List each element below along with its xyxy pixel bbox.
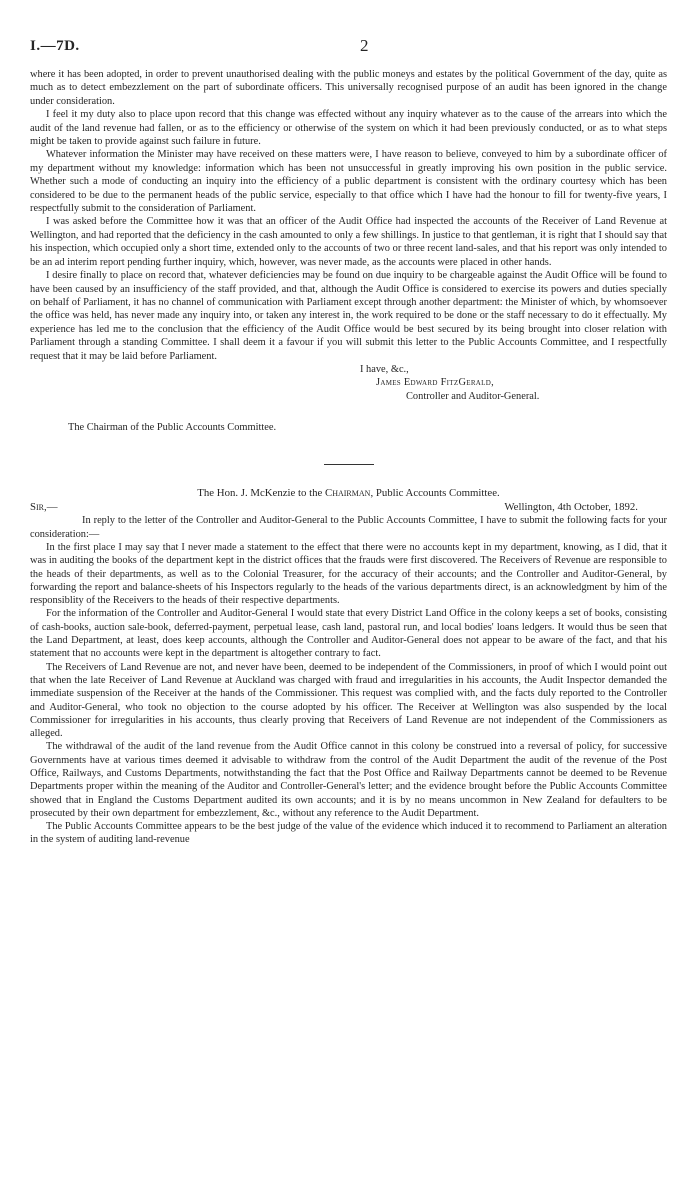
paragraph: In reply to the letter of the Controller and Auditor-General to the Public Accounts Committee, I have to submit the following facts for your consideration:—	[30, 515, 667, 540]
document-page	[30, 38, 667, 847]
signatory-name: James Edward FitzGerald,	[376, 377, 494, 389]
mckenzie-letter-body	[30, 514, 667, 846]
addressee: The Chairman of the Public Accounts Committee.	[68, 421, 277, 433]
section-divider	[324, 464, 374, 465]
salutation: Sir,—	[30, 501, 58, 514]
heading-chairman: Chairman	[325, 487, 371, 500]
closing-formula: I have, &c.,	[360, 363, 409, 375]
paragraph: Whatever information the Minister may have received on these matters were, I have reason to believe, conveyed to him by a subordinate officer of my department without my knowledge: information which has been not unsuccessful in greatly improving his own position in the public service. Whether such a mode of conducting an inquiry into the efficiency of a public department is consistent with the ordinary courtesy which has been considered to be due to the permanent heads of the public service, especially to that office which I have had the honour to fill for twenty-five years, I respectfully submit to the consideration of Parliament.	[30, 149, 667, 215]
paragraph: In the first place I may say that I never made a statement to the effect that there were no accounts kept in my department, knowing, as I did, that it was in auditing the books of the department kept in the district offices that the frauds were first discovered. The Receivers of Revenue are responsible to the heads of their departments, as well as to the Colonial Treasurer, for the accuracy of their accounts; and the Controller and Auditor-General, by forwarding the report and balance-sheets of his Inspectors regularly to the heads of the various departments direct, is an acknowledgment by him of the responsiblity of the Receivers to the heads of their respective departments.	[30, 541, 667, 607]
paragraph: The withdrawal of the audit of the land revenue from the Audit Office cannot in this colony be construed into a reversal of policy, for successive Governments have at various times deemed it advisable to withdraw from the control of the Audit Department the audit of the revenue of the Post Office, Railways, and Customs Departments, notwithstanding the fact that the Post Office and Railway Departments cannot be deemed to be Revenue Departments proper within the meaning of the Auditor and Controller-General's letter; and the evidence brought before the Public Accounts Committee showed that in England the Customs Department audited its own accounts; and it is by no means uncommon in New Zealand for defaulters to be prosecuted by their own department for embezzlement, &c., without any reference to the Audit Department.	[30, 741, 667, 819]
paragraph: For the information of the Controller and Auditor-General I would state that every District Land Office in the colony keeps a set of books, consisting of cash-books, auction sale-book, deferred-payment, perpetual lease, cash land, pastoral run, and local bodies' loans ledgers. It would thus be seen that the Land Department, at least, does keep accounts, although the Controller and Auditor-General does not appear to be aware of the fact, and that his statement that no accounts were kept in the department is altogether contrary to fact.	[30, 608, 667, 660]
paragraph: The Receivers of Land Revenue are not, and never have been, deemed to be independent of the Commissioners, in proof of which I would point out that when the late Receiver of Land Revenue at Auckland was charged with fraud and irregularities in his accounts, the Audit Inspector demanded the immediate suspension of the Receiver at the hands of the Commissioner. This request was complied with, and the facts duly reported to the Controller and Auditor-General, who took no objection to the course adopted by his officer. The Receiver at Wellington was also suspended by the local Commissioner for irregularities in his accounts, thus clearly proving that Receivers of Land Revenue are not independent of the Commissioners as alleged.	[30, 661, 667, 740]
signatory-title: Controller and Auditor-General.	[406, 390, 540, 402]
paragraph: I was asked before the Committee how it was that an officer of the Audit Office had inspected the accounts of the Receiver of Land Revenue at Wellington, and had reported that the deficiency in the cash amounted to only a few shillings. In justice to that gentleman, it is right that I should say that his inspection, which occupied only a short time, extended only to the accounts of two or three recent land-sales, and that his report was only intended to be an ad interim report pending further inquiry, which, however, was never made, as the accounts were placed in other hands.	[30, 216, 667, 268]
page-header	[30, 38, 667, 68]
document-reference: I.—7D.	[30, 38, 80, 54]
heading-suffix: , Public Accounts Committee.	[370, 487, 500, 500]
page-number: 2	[360, 36, 369, 55]
heading-prefix: The Hon. J. McKenzie to the	[197, 487, 326, 500]
letter-date: Wellington, 4th October, 1892.	[504, 501, 638, 514]
auditor-general-letter-body	[30, 68, 667, 363]
paragraph: I desire finally to place on record that, whatever deficiencies may be found on due inquiry to be chargeable against the Audit Office will be found to have been caused by an insufficiency of the staff provided, and that, although the Audit Office is considered to exercise its powers and duties specially on behalf of Parliament, it has no channel of communication with Parliament except through another department: the Minister of which, by whomsoever the office was held, has never made any inquiry into, or taken any interest in, the work required to be done or the staff necessary to do it effectually. My experience has led me to the conclusion that the efficiency of the Audit Office would be best secured by its being brought into closer relation with Parliament through a standing Committee. I shall deem it a favour if you will submit this letter to the Public Accounts Committee, and I respectfully request that it may be laid before Parliament.	[30, 270, 667, 362]
paragraph: where it has been adopted, in order to prevent unauthorised dealing with the public moneys and estates by the political Government of the day, quite as much as to detect embezzlement on the part of subordinate officers. This universally recognised purpose of an audit has been ignored in the change under consideration.	[30, 69, 667, 107]
letter-closing	[30, 363, 667, 417]
letter-heading	[30, 486, 667, 500]
paragraph: The Public Accounts Committee appears to be the best judge of the value of the evidence which induced it to recommend to Parliament an alteration in the system of auditing land-revenue	[30, 821, 667, 846]
salutation-row	[30, 500, 667, 514]
paragraph: I feel it my duty also to place upon record that this change was effected without any inquiry whatever as to the cause of the arrears into which the audit of the land revenue had fallen, or as to the efficiency or otherwise of the system on which it had been previously conducted, or as to what steps might be taken to provide against such failure in future.	[30, 109, 667, 148]
